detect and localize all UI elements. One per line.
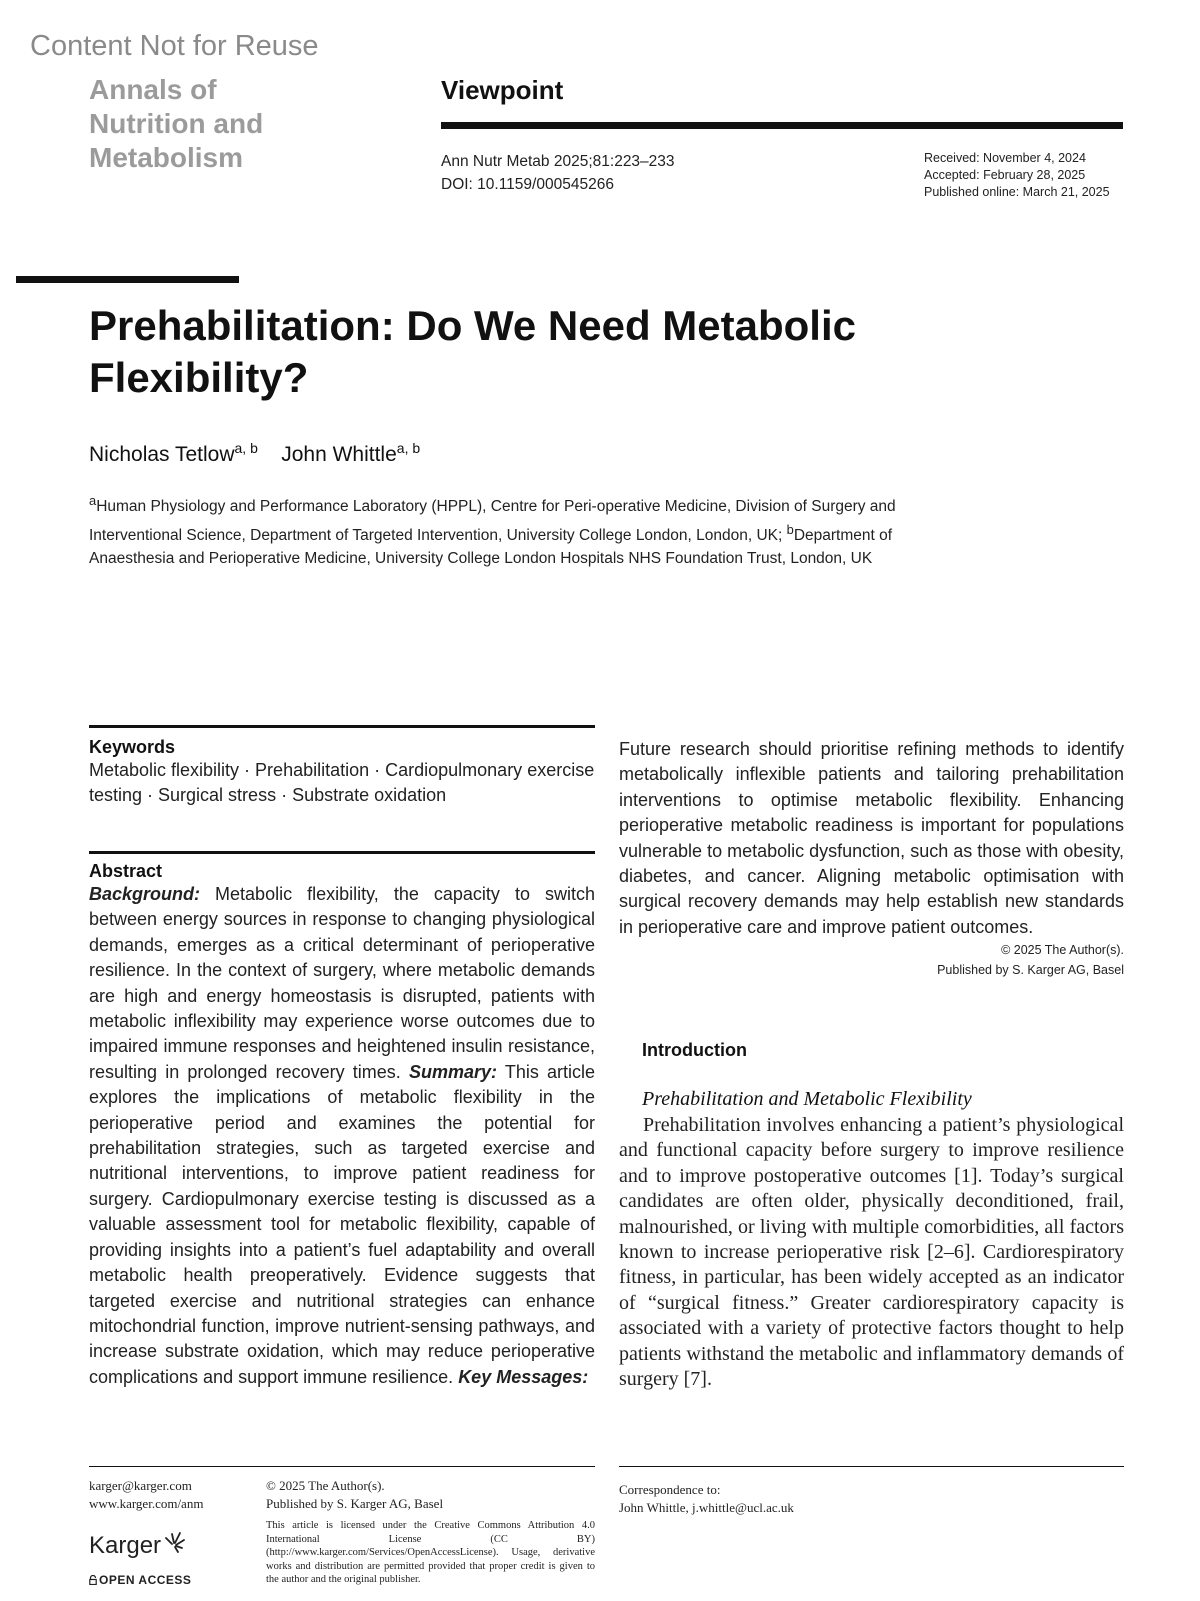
footer-publisher: Published by S. Karger AG, Basel bbox=[266, 1496, 444, 1511]
correspondence bbox=[619, 1481, 794, 1517]
footer-rule-right bbox=[619, 1466, 1124, 1467]
abstract-text bbox=[89, 882, 595, 1390]
journal-name-line-3: Metabolism bbox=[89, 142, 244, 173]
introduction-heading: Introduction bbox=[642, 1040, 747, 1060]
background-text: Metabolic flexibility, the capacity to switch between energy sources in response to changing physiological demands, emerges as a critical determinant of perioperative resilience. In the context of surgery, where metabolic demands are high and energy homeostasis is disrupted, patients with metabolic inflexibility may experience worse outcomes due to impaired immune responses and heightened insulin resistance, resulting in prolonged recovery times. bbox=[89, 884, 595, 1082]
abstract-block bbox=[89, 861, 595, 1390]
journal-name bbox=[89, 73, 263, 175]
article-dates bbox=[924, 150, 1110, 201]
affiliations bbox=[89, 489, 929, 570]
header-rule bbox=[441, 122, 1123, 129]
author-affil-mark: a, b bbox=[396, 440, 421, 456]
keywords-block bbox=[89, 737, 595, 808]
author-name[interactable]: John Whittle bbox=[281, 443, 397, 466]
abstract-rule bbox=[89, 851, 595, 854]
karger-logo[interactable] bbox=[89, 1530, 188, 1560]
publisher-contact bbox=[89, 1477, 203, 1513]
introduction-paragraph: Prehabilitation involves enhancing a patient’s physiological and functional capacity before surgery to improve resilience and to improve postoperative outcomes [1]. Today’s surgical candidates are often older, physically deconditioned, frail, malnourished, or living with multiple comorbidities, all factors known to increase perioperative risk [2–6]. Cardiorespiratory fitness, in particular, has been widely accepted as an indicator of “surgical fitness.” Greater cardiorespiratory capacity is associated with a variety of protective factors thought to help patients withstand the metabolic and inflammatory demands of surgery [7]. bbox=[619, 1114, 1124, 1391]
title-line-1: Prehabilitation: Do We Need Metabolic bbox=[89, 302, 856, 349]
affil-b: Department of Anaesthesia and Perioperative Medicine, University College London Hospitals NHS Foundation Trust, London, UK bbox=[89, 527, 893, 568]
watermark: Content Not for Reuse bbox=[30, 30, 319, 62]
author-name[interactable]: Nicholas Tetlow bbox=[89, 443, 235, 466]
abstract-heading: Abstract bbox=[89, 861, 163, 881]
publisher-website[interactable]: www.karger.com/anm bbox=[89, 1496, 204, 1511]
citation-ref: Ann Nutr Metab 2025;81:223–233 bbox=[441, 153, 675, 170]
abstract-publisher-line: Published by S. Karger AG, Basel bbox=[937, 963, 1124, 978]
date-accepted: Accepted: February 28, 2025 bbox=[924, 168, 1086, 182]
title-line-2: Flexibility? bbox=[89, 354, 309, 401]
karger-wordmark: Karger bbox=[89, 1532, 162, 1559]
author-list bbox=[89, 440, 420, 467]
article-type: Viewpoint bbox=[441, 75, 564, 105]
correspondence-contact[interactable]: John Whittle, j.whittle@ucl.ac.uk bbox=[619, 1500, 794, 1515]
affil-mark-a: a bbox=[89, 493, 97, 508]
affil-mark-b: b bbox=[786, 522, 794, 538]
keywords-text: Metabolic flexibility · Prehabilitation · Cardiopulmonary exercise testing · Surgical stress · Substrate oxidation bbox=[89, 760, 595, 805]
keywords-rule bbox=[89, 725, 595, 728]
title-rule bbox=[16, 276, 239, 283]
publisher-email[interactable]: karger@karger.com bbox=[89, 1478, 192, 1493]
background-label: Background: bbox=[89, 884, 201, 904]
summary-text: This article explores the implications of metabolic flexibility in the perioperative period and examines the potential for prehabilitation strategies, such as targeted exercise and nutritional interventions, to improve patient readiness for surgery. Cardiopulmonary exercise testing is discussed as a valuable assessment tool for metabolic flexibility, capable of providing insights into a patient’s fuel adaptability and overall metabolic health preoperatively. Evidence suggests that targeted exercise and nutritional strategies can enhance mitochondrial function, improve nutrient-sensing pathways, and increase substrate oxidation, which may reduce perioperative complications and support immune resilience. bbox=[89, 1061, 595, 1387]
date-received: Received: November 4, 2024 bbox=[924, 151, 1086, 165]
open-access-badge bbox=[89, 1573, 191, 1587]
open-access-label: OPEN ACCESS bbox=[99, 1573, 192, 1587]
license-text: This article is licensed under the Creative Commons Attribution 4.0 International License (CC BY) (http://www.karger.com/Services/OpenAccessLicense). Usage, derivative works and distribution are permitted provided that proper credit is given to the author and the original publisher. bbox=[266, 1520, 595, 1585]
abstract-continued bbox=[619, 737, 1124, 980]
key-messages-label: Key Messages: bbox=[458, 1366, 589, 1387]
summary-label: Summary: bbox=[408, 1061, 497, 1082]
date-published: Published online: March 21, 2025 bbox=[924, 185, 1110, 199]
key-messages-text: Future research should prioritise refining methods to identify metabolically inflexible patients and tailoring prehabilitation interventions to optimise metabolic flexibility. Enhancing perioperative metabolic readiness is important for populations vulnerable to metabolic dysfunction, such as those with obesity, diabetes, and cancer. Aligning metabolic optimisation with surgical recovery demands may help establish new standards in perioperative care and improve patient outcomes. bbox=[619, 739, 1124, 937]
footer-rule-left bbox=[89, 1466, 595, 1467]
citation-doi[interactable]: DOI: 10.1159/000545266 bbox=[441, 176, 614, 193]
footer-copyright: © 2025 The Author(s). bbox=[266, 1478, 385, 1493]
license-block bbox=[266, 1477, 595, 1587]
author-affil-mark: a, b bbox=[234, 440, 258, 456]
abstract-copyright-line: © 2025 The Author(s). bbox=[1001, 943, 1124, 958]
open-access-lock-icon bbox=[89, 1575, 97, 1585]
karger-logo-icon bbox=[162, 1530, 188, 1556]
abstract-copyright bbox=[619, 940, 1124, 980]
citation bbox=[441, 150, 675, 196]
introduction-subheading: Prehabilitation and Metabolic Flexibility bbox=[642, 1088, 972, 1110]
correspondence-label: Correspondence to: bbox=[619, 1482, 721, 1497]
journal-name-line-1: Annals of bbox=[89, 74, 217, 105]
affil-a: Human Physiology and Performance Laboratory (HPPL), Centre for Peri-operative Medicine, Division of Surgery and Interventional Science, Department of Targeted Intervention, University College London, London, UK; bbox=[89, 498, 896, 545]
keywords-heading: Keywords bbox=[89, 737, 176, 757]
article-title bbox=[89, 300, 989, 404]
journal-name-line-2: Nutrition and bbox=[89, 108, 264, 139]
